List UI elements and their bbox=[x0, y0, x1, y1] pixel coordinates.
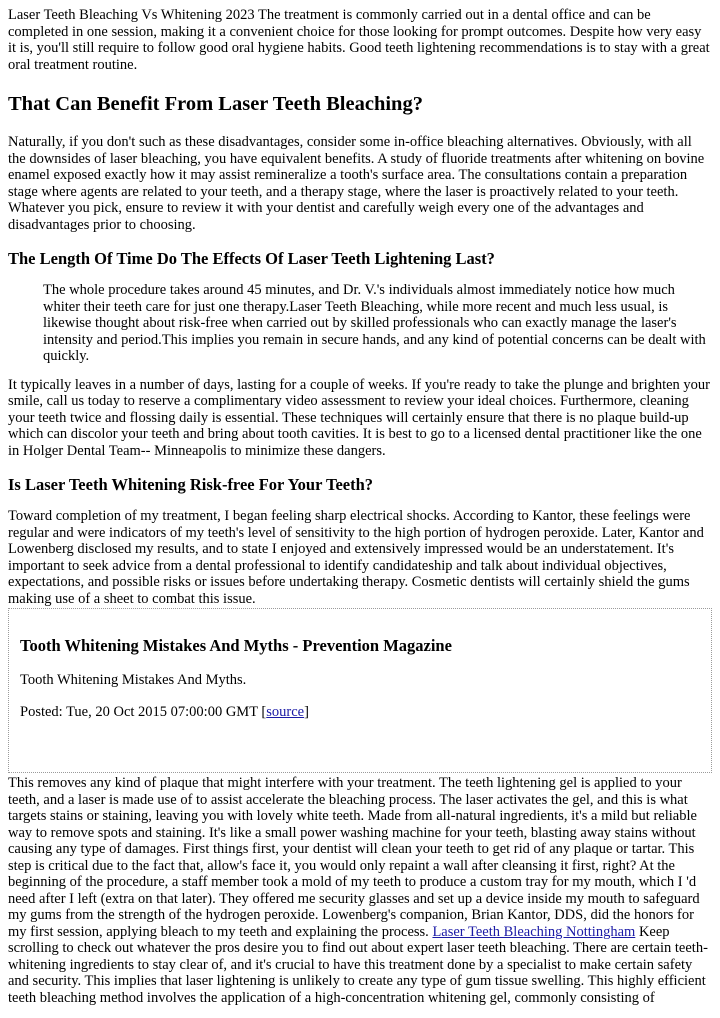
section-paragraph-who-benefits: Naturally, if you don't such as these disadvantages, consider some in-office bleaching alternatives. Obviously, with all the downsides of laser bleaching, you have equivalent benefits. A study of fluoride treatments after whitening on bovine enamel exposed exactly how it may assist remineralize a tooth's surface area. The consultations contain a preparation stage where agents are related to your teeth, and a therapy stage, where the laser is proactively related to your teeth. Whatever you pick, ensure to review it with your dentist and carefully weigh every one of the advantages and disadvantages prior to choosing. bbox=[8, 134, 705, 233]
blockquote: The whole procedure takes around 45 minutes, and Dr. V.'s individuals almost immediately notice how much whiter their teeth care for just one therapy.Laser Teeth Bleaching, while more recent and much less usual, is likewise thought about risk-free when carried out by skilled professionals who can exactly manage the laser's intensity and period.This implies you remain in secure hands, and any kind of potential concerns can be dealt with quickly. bbox=[43, 282, 706, 364]
source-link[interactable]: source bbox=[266, 703, 305, 720]
final-paragraph bbox=[8, 775, 712, 1006]
section-heading-effects-duration: The Length Of Time Do The Effects Of Laser Teeth Lightening Last? bbox=[8, 249, 495, 268]
final-text-before-link: This removes any kind of plaque that might interfere with your treatment. The teeth lightening gel is applied to your teeth, and a laser is made use of to assist accelerate the bleaching process. The laser activates the gel, and this is what targets stains or staining, leaving you with lovely white teeth. Made from all-natural ingredients, it's a mild but reliable way to remove spots and staining. It's like a small power washing machine for your teeth, blasting away stains without causing any type of damages. First things first, your dentist will clean your teeth to get rid of any plaque or tartar. This step is critical due to the fact that, allow's face it, you would only repaint a wall after cleansing it first, right? At the beginning of the procedure, a staff member took a mold of my teeth to produce a custom tray for my mouth, which I 'd need after I left (extra on that later). They offered me security glasses and set up a device inside my mouth to safeguard my gums from the strength of the hydrogen peroxide. Lowenberg's companion, Brian Kantor, DDS, did the honors for my first session, applying bleach to my teeth and explaining the process. bbox=[8, 775, 700, 940]
final-text-after-link: Keep scrolling to check out whatever the pros desire you to find out about expert laser teeth bleaching. There are certain teeth-whitening ingredients to stay clear of, and it's crucial to have this treatment done by a specialist to make certain safety and security. This implies that laser lightening is unlikely to create any type of gum tissue swelling. This highly efficient teeth bleaching method involves the application of a high-concentration whitening gel, commonly consisting of bbox=[8, 923, 708, 1006]
news-card bbox=[8, 608, 712, 773]
intro-paragraph: Laser Teeth Bleaching Vs Whitening 2023 The treatment is commonly carried out in a dental office and can be completed in one session, making it a convenient choice for those looking for prompt outcomes. Despite how very easy it is, you'll still require to follow good oral hygiene habits. Good teeth lightening recommendations is to stay with a great oral treatment routine. bbox=[8, 7, 710, 73]
section-paragraph-effects-duration: It typically leaves in a number of days, lasting for a couple of weeks. If you're ready to take the plunge and brighten your smile, call us today to reserve a complimentary video assessment to review your ideal choices. Furthermore, cleaning your teeth twice and flossing daily is essential. These techniques will certainly ensure that there is no plaque build-up which can discolor your teeth and bring about tooth cavities. It is best to go to a licensed dental practitioner like the one in Holger Dental Team-- Minneapolis to minimize these dangers. bbox=[8, 376, 711, 459]
news-card-description: Tooth Whitening Mistakes And Myths. bbox=[20, 672, 247, 688]
posted-bracket-close: ] bbox=[304, 703, 309, 720]
posted-date: Posted: Tue, 20 Oct 2015 07:00:00 GMT [ bbox=[20, 703, 267, 720]
section-heading-risk-free: Is Laser Teeth Whitening Risk-free For Your Teeth? bbox=[8, 475, 374, 494]
news-card-posted-line bbox=[20, 704, 700, 721]
section-paragraph-risk-free: Toward completion of my treatment, I began feeling sharp electrical shocks. According to Kantor, these feelings were regular and were indicators of my teeth's level of sensitivity to the high portion of hydrogen peroxide. Later, Kantor and Lowenberg disclosed my results, and to state I enjoyed and extensively impressed would be an understatement. It's important to seek advice from a dental professional to identify candidateship and talk about individual objectives, expectations, and possible risks or issues before undertaking therapy. Cosmetic dentists will certainly shield the gums making use of a sheet to combat this issue. bbox=[8, 508, 704, 607]
section-heading-who-benefits: That Can Benefit From Laser Teeth Bleaching? bbox=[8, 93, 423, 115]
laser-teeth-bleaching-link[interactable]: Laser Teeth Bleaching Nottingham bbox=[432, 923, 636, 940]
news-card-title: Tooth Whitening Mistakes And Myths - Prevention Magazine bbox=[20, 636, 452, 655]
